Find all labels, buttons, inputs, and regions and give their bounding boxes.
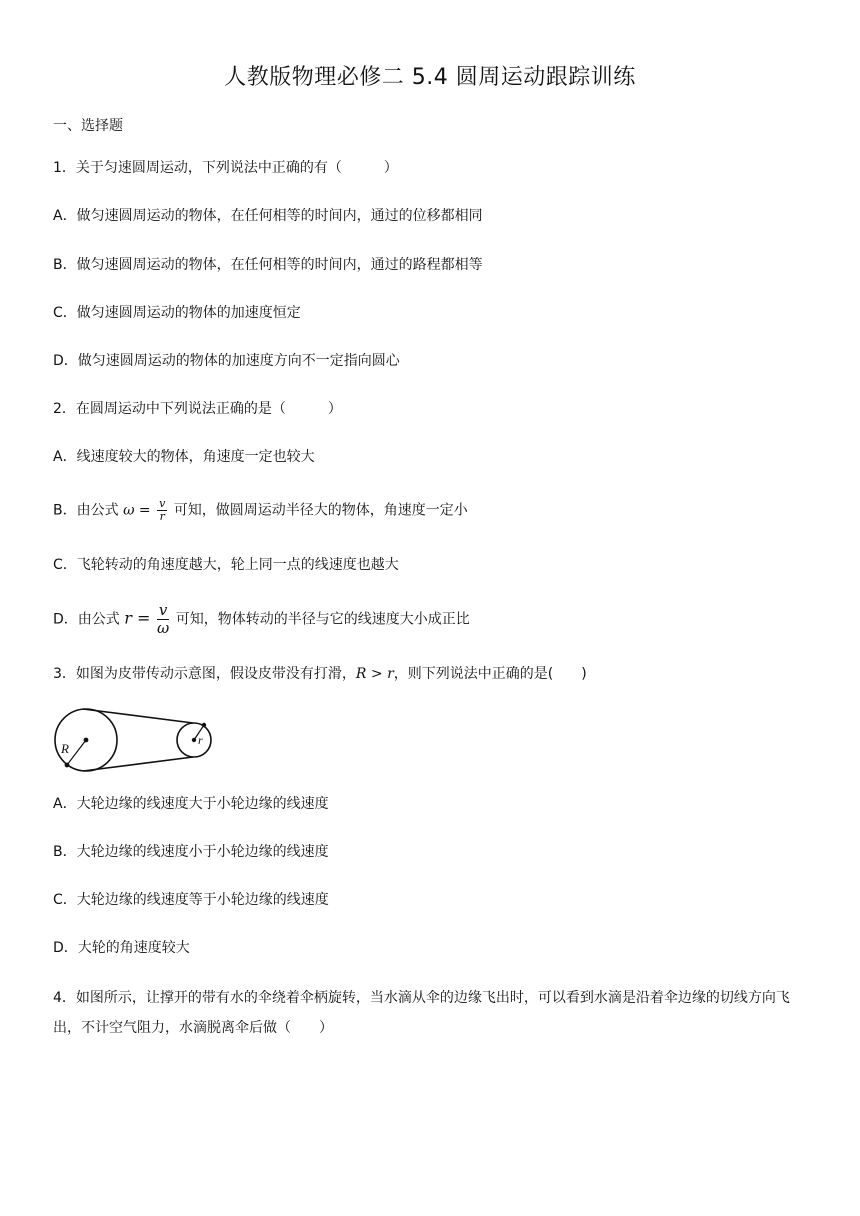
stem-condition: R > r (355, 666, 394, 682)
question-2-option-d (53, 602, 470, 637)
document-title: 人教版物理必修二 5.4 圆周运动跟踪训练 (224, 65, 636, 90)
question-1-option-d: D．做匀速圆周运动的物体的加速度方向不一定指向圆心 (53, 353, 400, 369)
belt-bottom (83, 757, 193, 771)
question-2-option-a: A．线速度较大的物体，角速度一定也较大 (53, 449, 315, 465)
formula-denominator: r (159, 510, 165, 523)
small-wheel-label: r (198, 733, 203, 747)
formula-numerator: v (158, 601, 168, 619)
option-d-suffix: 可知，物体转动的半径与它的线速度大小成正比 (175, 611, 470, 628)
question-2-option-b (53, 498, 468, 523)
formula-omega-lhs: ω = (123, 502, 151, 519)
question-3-option-b: B．大轮边缘的线速度小于小轮边缘的线速度 (53, 844, 329, 860)
question-1-option-a: A．做匀速圆周运动的物体，在任何相等的时间内，通过的位移都相同 (53, 208, 483, 224)
option-d-prefix: D．由公式 (53, 611, 120, 628)
question-2-stem: 2．在圆周运动中下列说法正确的是（ ） (53, 401, 342, 417)
formula-denominator: ω (156, 619, 170, 637)
belt-drive-figure (50, 703, 220, 775)
question-1-option-c: C．做匀速圆周运动的物体的加速度恒定 (53, 305, 301, 321)
large-wheel-radius (67, 740, 86, 765)
formula-v-over-omega (157, 602, 169, 637)
option-b-suffix: 可知，做圆周运动半径大的物体，角速度一定小 (173, 502, 468, 519)
question-2-option-c: C．飞轮转动的角速度越大，轮上同一点的线速度也越大 (53, 557, 399, 573)
large-wheel-edge-point (65, 763, 70, 768)
formula-r-lhs: r = (124, 608, 151, 628)
question-3-option-d: D．大轮的角速度较大 (53, 940, 190, 956)
formula-v-over-r (157, 498, 167, 523)
section-heading: 一、选择题 (53, 118, 123, 134)
question-1-stem: 1．关于匀速圆周运动，下列说法中正确的有（ ） (53, 160, 398, 176)
question-3-stem (53, 664, 587, 684)
option-b-prefix: B．由公式 (53, 502, 119, 519)
belt-top (83, 709, 193, 723)
question-3-option-c: C．大轮边缘的线速度等于小轮边缘的线速度 (53, 892, 329, 908)
stem-text-end: ，则下列说法中正确的是( ) (393, 666, 587, 682)
question-3-option-a: A．大轮边缘的线速度大于小轮边缘的线速度 (53, 796, 329, 812)
question-1-option-b: B．做匀速圆周运动的物体，在任何相等的时间内，通过的路程都相等 (53, 257, 483, 273)
stem-text: 3．如图为皮带传动示意图，假设皮带没有打滑， (53, 666, 356, 682)
formula-numerator: v (159, 497, 166, 510)
question-4-stem: 4．如图所示，让撑开的带有水的伞绕着伞柄旋转，当水滴从伞的边缘飞出时，可以看到水滴是沿着伞边缘的切线方向飞出，不计空气阻力，水滴脱离伞后做（ ） (53, 990, 790, 1036)
large-wheel-label: R (61, 741, 69, 756)
small-wheel-edge-point (202, 723, 206, 727)
